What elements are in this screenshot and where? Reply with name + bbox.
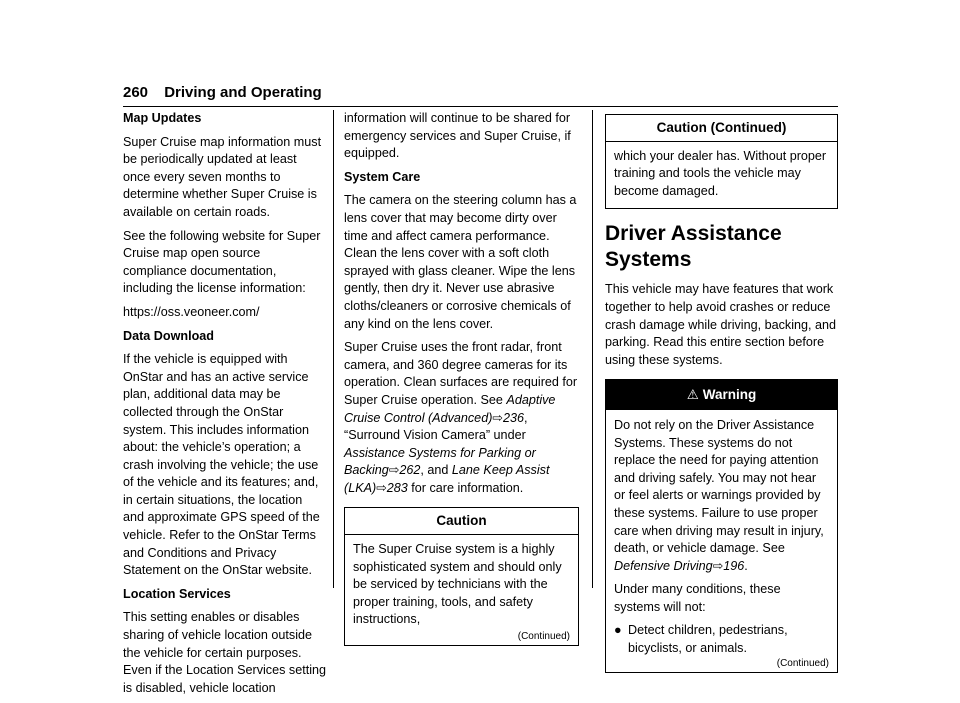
section-name: Driving and Operating [164, 84, 322, 101]
location-services-continued: information will continue to be shared for emergency services and Super Cruise, if equipped. [344, 111, 571, 161]
link-lane-keep-assist[interactable]: Lane Keep Assist (LKA) [344, 463, 550, 495]
ref-arrow-icon: ⇨ [376, 480, 387, 495]
text-run: , “Surround Vision Camera” under [344, 410, 528, 443]
caution-title: Caution [345, 508, 578, 535]
caution-box [344, 507, 579, 646]
caution-continued-text: which your dealer has. Without proper training and tools the vehicle may become damaged. [614, 148, 827, 198]
bullet-icon: ● [614, 623, 622, 638]
caution-continued-title: Caution (Continued) [606, 115, 837, 142]
page-header [123, 84, 838, 107]
warning-title: Warning [702, 387, 757, 403]
warning-header [606, 380, 837, 410]
text-run: Do not rely on the Driver Assistance Systems. These systems do not replace the need for paying attention and driving safely. You may not hear or feel alerts or warnings provided by these systems. Failure to use proper care when driving may result in injury, death, or vehicle damage. See [614, 417, 824, 556]
page-ref-262[interactable]: 262 [399, 463, 421, 478]
super-cruise-care-text [344, 339, 579, 497]
page-number: 260 [123, 84, 149, 101]
map-updates-url[interactable]: https://oss.veoneer.com/ [123, 304, 260, 319]
ref-arrow-icon: ⇨ [492, 410, 503, 425]
text-run: . [744, 558, 748, 573]
page-ref-283[interactable]: 283 [386, 480, 408, 495]
page-ref-236[interactable]: 236 [502, 410, 524, 425]
map-updates-website-text: See the following website for Super Cruise map open source compliance documentation, including the license information: [123, 228, 321, 296]
ref-arrow-icon: ⇨ [388, 463, 400, 478]
section-title: Driver Assistance Systems [605, 222, 782, 272]
caution-continued-body [606, 142, 837, 209]
warning-conditions-text: Under many conditions, these systems will not: [614, 582, 781, 614]
text-run: Super Cruise uses the front radar, front camera, and 360 degree cameras for its operation. Clean surfaces are required for Super Cruise operation. See [344, 340, 578, 407]
warning-text [614, 417, 829, 575]
map-updates-text: Super Cruise map information must be periodically updated at least once every seven months to determine whether Super Cruise is available on certain roads. [123, 134, 322, 219]
data-download-heading: Data Download [123, 328, 214, 343]
location-services-heading: Location Services [123, 586, 231, 601]
text-run: for care information. [407, 480, 524, 495]
link-defensive-driving[interactable]: Defensive Driving [614, 558, 713, 573]
column-right [605, 114, 838, 673]
warning-bullet-text: Detect children, pedestrians, bicyclists, or animals. [628, 623, 788, 656]
map-updates-heading: Map Updates [123, 111, 202, 125]
location-services-text: This setting enables or disables sharing of vehicle location outside the vehicle for certain purposes. Even if the Location Services setting is disabled, vehicle location [123, 610, 327, 695]
ref-arrow-icon: ⇨ [712, 558, 724, 573]
caution-continued-box [605, 114, 838, 209]
link-parking-backing[interactable]: Assistance Systems for Parking or Backing [344, 445, 536, 478]
caution-body [345, 535, 578, 645]
warning-box [605, 379, 838, 672]
warning-icon: ⚠ [686, 387, 699, 403]
column-divider-1 [333, 110, 334, 588]
column-divider-2 [592, 110, 593, 588]
system-care-text: The camera on the steering column has a lens cover that may become dirty over time and affect camera performance. Clean the lens cover with a soft cloth sprayed with glass cleaner. Wipe the lens gently, then dry it. Never use abrasive cloths/cleaners or corrosive chemicals of any kind on the lens cover. [344, 193, 577, 331]
link-adaptive-cruise[interactable]: Adaptive Cruise Control (Advanced) [344, 392, 556, 425]
warning-body [606, 410, 837, 672]
data-download-text: If the vehicle is equipped with OnStar and has an active service plan, additional data may be collected through the OnStar system. This includes information about: the vehicle’s operation; a crash involving the vehicle; the use of the vehicle and its features; and, in certain situations, the location and approximate GPS speed of the vehicle. Refer to the OnStar Terms and Conditions and Privacy Statement on the OnStar website. [123, 352, 320, 578]
warning-continued: (Continued) [776, 657, 829, 669]
page-ref-196[interactable]: 196 [723, 558, 745, 573]
system-care-heading: System Care [344, 169, 421, 184]
text-run: , and [420, 463, 452, 478]
warning-bullet [614, 622, 829, 657]
section-intro: This vehicle may have features that work together to help avoid crashes or reduce crash damage while driving, backing, and parking. Read this entire section before using these systems. [605, 282, 837, 367]
column-middle [344, 110, 579, 646]
caution-continued: (Continued) [517, 631, 570, 643]
caution-text: The Super Cruise system is a highly sophisticated system and should only be serviced by technicians with the proper training, tools, and safety instructions, [353, 542, 562, 627]
column-left [123, 110, 326, 703]
